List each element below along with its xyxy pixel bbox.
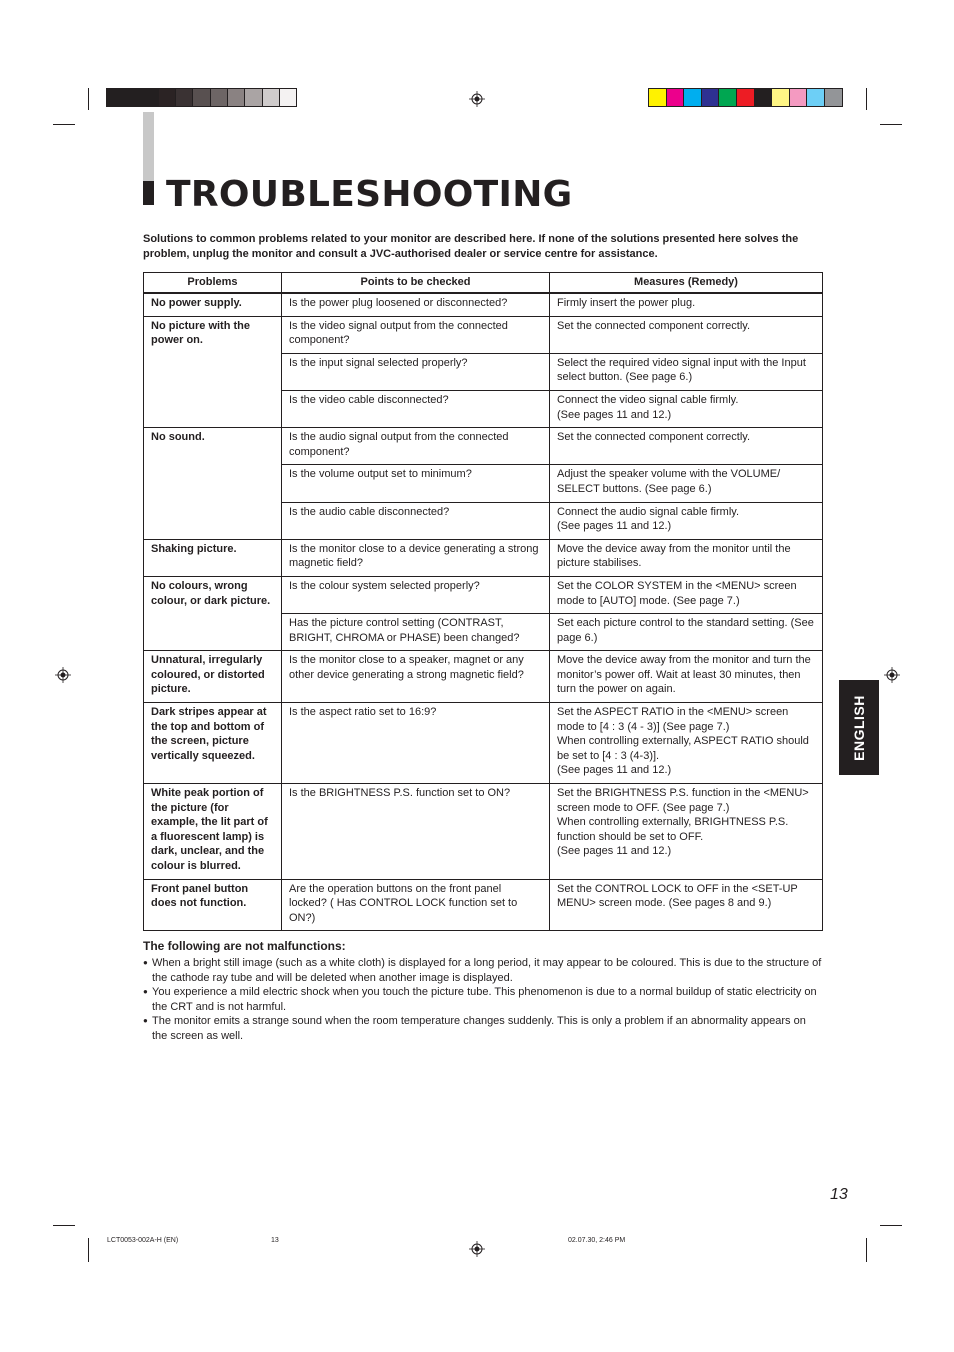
language-tab [839, 680, 879, 775]
color-swatch [244, 89, 261, 106]
check-cell: Is the monitor close to a speaker, magnet or any other device generating a strong magnetic field? [282, 651, 550, 703]
table-row [144, 576, 823, 613]
footer-page: 13 [271, 1237, 279, 1244]
color-swatch [771, 89, 789, 106]
intro-paragraph: Solutions to common problems related to your monitor are described here. If none of the solutions presented here solves the problem, unplug the monitor and consult a JVC-authorised dealer or service centre for assistance. [143, 233, 799, 260]
check-cell: Has the picture control setting (CONTRAST, BRIGHT, CHROMA or PHASE) been changed? [282, 614, 550, 651]
crop-mark [866, 88, 867, 110]
measure-cell: Set the CONTROL LOCK to OFF in the <SET-UP MENU> screen mode. (See pages 8 and 9.) [550, 879, 823, 931]
note-text: When a bright still image (such as a white cloth) is displayed for a long period, it may appear to be coloured. This is due to the structure of the cathode ray tube and will be deleted when another image is displayed. [152, 957, 822, 984]
table-row [144, 293, 823, 316]
title-marker [143, 181, 154, 205]
measure-cell: Move the device away from the monitor until the picture stabilises. [550, 539, 823, 576]
color-swatch [666, 89, 684, 106]
check-cell: Is the power plug loosened or disconnected? [282, 293, 550, 316]
footer-doc-code: LCT0053-002A-H (EN) [107, 1237, 179, 1244]
registration-mark-icon [884, 667, 900, 683]
measure-cell: Set the BRIGHTNESS P.S. function in the <MENU> screen mode to OFF. (See page 7.) When controlling externally, BRIGHTNESS P.S. function should be set to OFF. (See pages 11 and 12.) [550, 784, 823, 880]
crop-mark [53, 1225, 75, 1226]
notes-title: The following are not malfunctions: [143, 939, 346, 953]
column-header-measures: Measures (Remedy) [550, 273, 823, 294]
measure-cell: Set the connected component correctly. [550, 428, 823, 465]
color-swatch [141, 89, 158, 106]
measure-cell: Set the COLOR SYSTEM in the <MENU> screen mode to [AUTO] mode. (See page 7.) [550, 576, 823, 613]
troubleshooting-table [143, 272, 823, 931]
color-swatch [683, 89, 701, 106]
color-bar [648, 88, 843, 107]
measure-cell: Connect the video signal cable firmly. (See pages 11 and 12.) [550, 390, 823, 427]
check-cell: Is the volume output set to minimum? [282, 465, 550, 502]
registration-mark-icon [469, 1241, 485, 1257]
crop-mark [53, 124, 75, 125]
check-cell: Is the video cable disconnected? [282, 390, 550, 427]
crop-mark [880, 1225, 902, 1226]
color-swatch [789, 89, 807, 106]
check-cell: Is the input signal selected properly? [282, 353, 550, 390]
table-row [144, 428, 823, 465]
problem-cell: Unnatural, irregularly coloured, or distorted picture. [144, 651, 282, 703]
measure-cell: Connect the audio signal cable firmly. (See pages 11 and 12.) [550, 502, 823, 539]
problem-cell: No colours, wrong colour, or dark picture. [144, 576, 282, 650]
table-row [144, 316, 823, 353]
bullet-icon: ● [143, 1016, 148, 1025]
color-swatch [210, 89, 227, 106]
measure-cell: Select the required video signal input with the Input select button. (See page 6.) [550, 353, 823, 390]
color-swatch [175, 89, 192, 106]
note-text: The monitor emits a strange sound when the room temperature changes suddenly. This is only a problem if an abnormality appears on the screen as well. [152, 1015, 806, 1042]
table-row [144, 651, 823, 703]
registration-mark-icon [469, 91, 485, 107]
bullet-icon: ● [143, 958, 148, 967]
color-swatch [262, 89, 279, 106]
color-swatch [824, 89, 842, 106]
color-swatch [158, 89, 175, 106]
check-cell: Is the aspect ratio set to 16:9? [282, 703, 550, 784]
title-accent-strip [143, 112, 154, 185]
notes-list [143, 956, 823, 1043]
check-cell: Is the video signal output from the connected component? [282, 316, 550, 353]
check-cell: Is the colour system selected properly? [282, 576, 550, 613]
problem-cell: No sound. [144, 428, 282, 540]
color-swatch [718, 89, 736, 106]
check-cell: Are the operation buttons on the front panel locked? ( Has CONTROL LOCK function set to ON?) [282, 879, 550, 931]
registration-mark-icon [55, 667, 71, 683]
list-item [143, 1014, 823, 1043]
page-title: TROUBLESHOOTING [166, 174, 573, 215]
crop-mark [880, 124, 902, 125]
check-cell: Is the audio cable disconnected? [282, 502, 550, 539]
color-swatch [227, 89, 244, 106]
crop-mark [88, 88, 89, 110]
color-swatch [754, 89, 772, 106]
table-row [144, 703, 823, 784]
table-row [144, 879, 823, 931]
footer-timestamp: 02.07.30, 2:46 PM [568, 1237, 626, 1244]
problem-cell: No power supply. [144, 293, 282, 316]
list-item [143, 956, 823, 985]
column-header-points: Points to be checked [282, 273, 550, 294]
color-swatch [736, 89, 754, 106]
color-swatch [649, 89, 666, 106]
note-text: You experience a mild electric shock when you touch the picture tube. This phenomenon is due to a normal buildup of static electricity on the CRT and is not harmful. [152, 986, 817, 1013]
problem-cell: White peak portion of the picture (for example, the lit part of a fluorescent lamp) is dark, unclear, and the colour is blurred. [144, 784, 282, 880]
color-swatch [806, 89, 824, 106]
color-swatch [123, 89, 140, 106]
color-swatch [701, 89, 719, 106]
measure-cell: Set the ASPECT RATIO in the <MENU> screen mode to [4 : 3 (4 - 3)] (See page 7.) When controlling externally, ASPECT RATIO should be set to [4 : 3 (4-3)]. (See pages 11 and 12.) [550, 703, 823, 784]
crop-mark [88, 1238, 89, 1262]
problem-cell: Dark stripes appear at the top and bottom of the screen, picture vertically squeezed. [144, 703, 282, 784]
problem-cell: Shaking picture. [144, 539, 282, 576]
grayscale-bar [106, 88, 297, 107]
table-row [144, 539, 823, 576]
check-cell: Is the audio signal output from the connected component? [282, 428, 550, 465]
measure-cell: Move the device away from the monitor and turn the monitor’s power off. Wait at least 30 minutes, then turn the power on again. [550, 651, 823, 703]
problem-cell: Front panel button does not function. [144, 879, 282, 931]
color-swatch [107, 89, 123, 106]
check-cell: Is the BRIGHTNESS P.S. function set to ON? [282, 784, 550, 880]
measure-cell: Adjust the speaker volume with the VOLUME/ SELECT buttons. (See page 6.) [550, 465, 823, 502]
list-item [143, 985, 823, 1014]
color-swatch [192, 89, 209, 106]
column-header-problems: Problems [144, 273, 282, 294]
page-number: 13 [830, 1186, 848, 1203]
measure-cell: Firmly insert the power plug. [550, 293, 823, 316]
measure-cell: Set each picture control to the standard setting. (See page 6.) [550, 614, 823, 651]
color-swatch [279, 89, 296, 106]
table-body [144, 293, 823, 931]
measure-cell: Set the connected component correctly. [550, 316, 823, 353]
check-cell: Is the monitor close to a device generating a strong magnetic field? [282, 539, 550, 576]
table-header-row [144, 273, 823, 294]
language-tab-label: ENGLISH [851, 694, 867, 761]
bullet-icon: ● [143, 987, 148, 996]
problem-cell: No picture with the power on. [144, 316, 282, 428]
crop-mark [866, 1238, 867, 1262]
table-row [144, 784, 823, 880]
